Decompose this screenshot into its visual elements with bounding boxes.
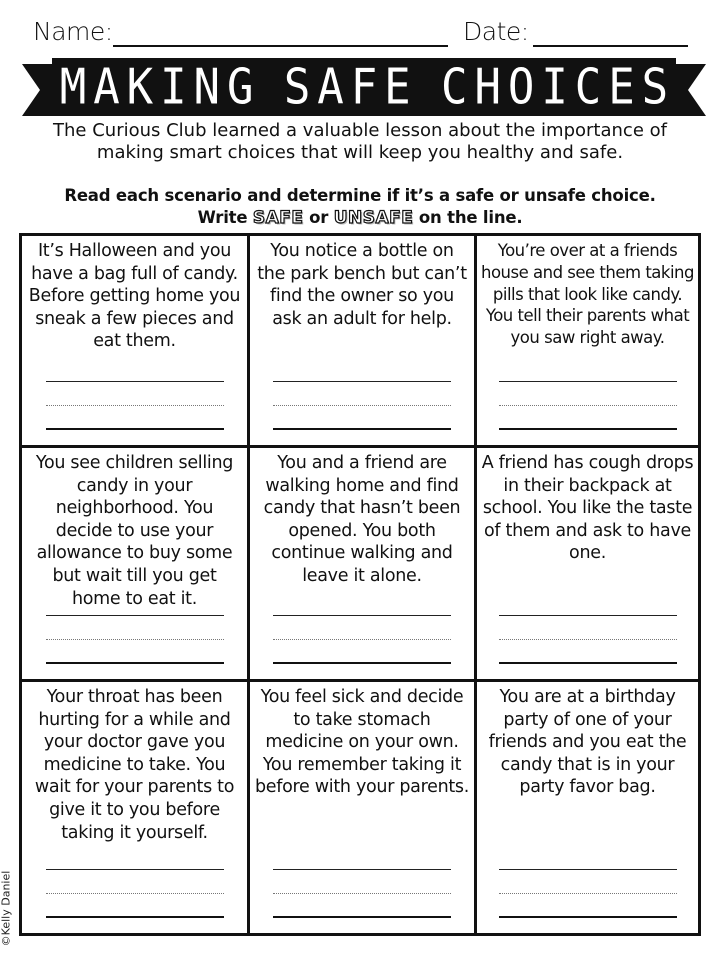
scenario-cell	[250, 682, 477, 933]
answer-line-base	[273, 916, 451, 918]
answer-line-base	[46, 662, 224, 664]
answer-line-base	[46, 428, 224, 430]
date-field[interactable]	[533, 45, 688, 47]
scenario-text: You feel sick and decide to take stomach medicine on your own. You remember taking it before with your parents.	[254, 687, 470, 798]
scenario-cell	[22, 682, 250, 933]
answer-line-base	[499, 916, 677, 918]
scenario-text: You see children selling candy in your neighborhood. You decide to use your allowance to buy some but wait till you get home to eat it.	[35, 453, 234, 609]
title-letter: A	[93, 58, 120, 116]
title-letter: C	[574, 58, 602, 116]
answer-line-dotted	[499, 893, 677, 894]
answer-line-dotted	[46, 405, 224, 406]
answer-line-top	[273, 381, 451, 382]
scenario-text: You notice a bottle on the park bench but can’t find the owner so you ask an adult for help.	[257, 241, 467, 329]
title-letter: G	[226, 58, 254, 116]
title-letter: S	[283, 58, 311, 116]
scenario-text: You are at a birthday party of one of your friends and you eat the candy that is in your party favor bag.	[488, 687, 687, 798]
answer-line-top	[499, 615, 677, 616]
title-letter: F	[350, 58, 378, 116]
answer-line-dotted	[499, 405, 677, 406]
answer-line-base	[499, 662, 677, 664]
answer-line-dotted	[273, 893, 451, 894]
answer-line-dotted	[273, 405, 451, 406]
answer-line-dotted	[273, 639, 451, 640]
title-letter: C	[441, 58, 468, 116]
answer-line-base	[273, 662, 451, 664]
title-letter: I	[160, 58, 187, 116]
answer-lines[interactable]	[499, 615, 677, 669]
scenario-text: You and a friend are walking home and find candy that hasn’t been opened. You both continue walking and leave it alone.	[263, 453, 461, 586]
title-letter: N	[193, 58, 220, 116]
intro-line-2: making smart choices that will keep you healthy and safe.	[96, 142, 624, 163]
answer-lines[interactable]	[273, 381, 451, 435]
answer-line-top	[46, 615, 224, 616]
title-letter: H	[474, 58, 501, 116]
scenario-cell	[250, 236, 477, 448]
answer-line-dotted	[499, 639, 677, 640]
name-field[interactable]	[113, 45, 448, 47]
scenario-text: A friend has cough drops in their backpack at school. You like the taste of them and ask to have one.	[481, 453, 694, 564]
title-letter: M	[59, 58, 87, 116]
scenario-text: It’s Halloween and you have a bag full of candy. Before getting home you sneak a few pieces and eat them.	[28, 241, 241, 352]
intro-line-1: The Curious Club learned a valuable lesson about the importance of	[53, 120, 667, 141]
answer-lines[interactable]	[46, 869, 224, 923]
title-letter: O	[507, 58, 535, 116]
intro-text	[20, 120, 700, 164]
answer-lines[interactable]	[46, 381, 224, 435]
answer-line-dotted	[46, 639, 224, 640]
instructions-line-2	[20, 207, 700, 229]
title-letter: S	[641, 58, 669, 116]
answer-line-top	[46, 381, 224, 382]
scenario-cell	[477, 236, 698, 448]
title-letter: K	[126, 58, 154, 116]
scenario-text: You’re over at a friends house and see them taking pills that look like candy. You tell their parents what you saw right away.	[481, 241, 694, 348]
answer-line-top	[46, 869, 224, 870]
copyright-text: ©Kelly Daniel	[0, 870, 13, 947]
date-label: Date:	[463, 17, 529, 46]
answer-lines[interactable]	[499, 381, 677, 435]
answer-line-top	[499, 869, 677, 870]
title-letter: I	[541, 58, 568, 116]
answer-lines[interactable]	[273, 869, 451, 923]
page-title	[52, 58, 676, 118]
answer-lines[interactable]	[46, 615, 224, 669]
instructions-line-1: Read each scenario and determine if it’s a safe or unsafe choice.	[64, 186, 656, 205]
answer-line-base	[46, 916, 224, 918]
scenario-grid	[19, 233, 701, 936]
scenario-cell	[250, 448, 477, 682]
answer-line-dotted	[46, 893, 224, 894]
instructions	[20, 185, 700, 229]
answer-line-top	[273, 869, 451, 870]
safe-word: SAFE	[252, 208, 304, 228]
answer-line-base	[273, 428, 451, 430]
instructions-or: or	[309, 208, 329, 227]
scenario-text: Your throat has been hurting for a while and your doctor gave you medicine to take. You wait for your parents to give it to you before taking it yourself.	[34, 687, 235, 843]
title-letter: E	[384, 58, 411, 116]
unsafe-word: UNSAFE	[333, 208, 414, 228]
scenario-cell	[22, 236, 250, 448]
title-letter: A	[317, 58, 344, 116]
answer-line-base	[499, 428, 677, 430]
title-letter: E	[608, 58, 635, 116]
instructions-suffix: on the line.	[418, 208, 523, 227]
scenario-cell	[477, 682, 698, 933]
instructions-write: Write	[197, 208, 248, 227]
scenario-cell	[22, 448, 250, 682]
answer-lines[interactable]	[499, 869, 677, 923]
answer-line-top	[273, 615, 451, 616]
name-label: Name:	[33, 17, 113, 46]
answer-line-top	[499, 381, 677, 382]
answer-lines[interactable]	[273, 615, 451, 669]
scenario-cell	[477, 448, 698, 682]
